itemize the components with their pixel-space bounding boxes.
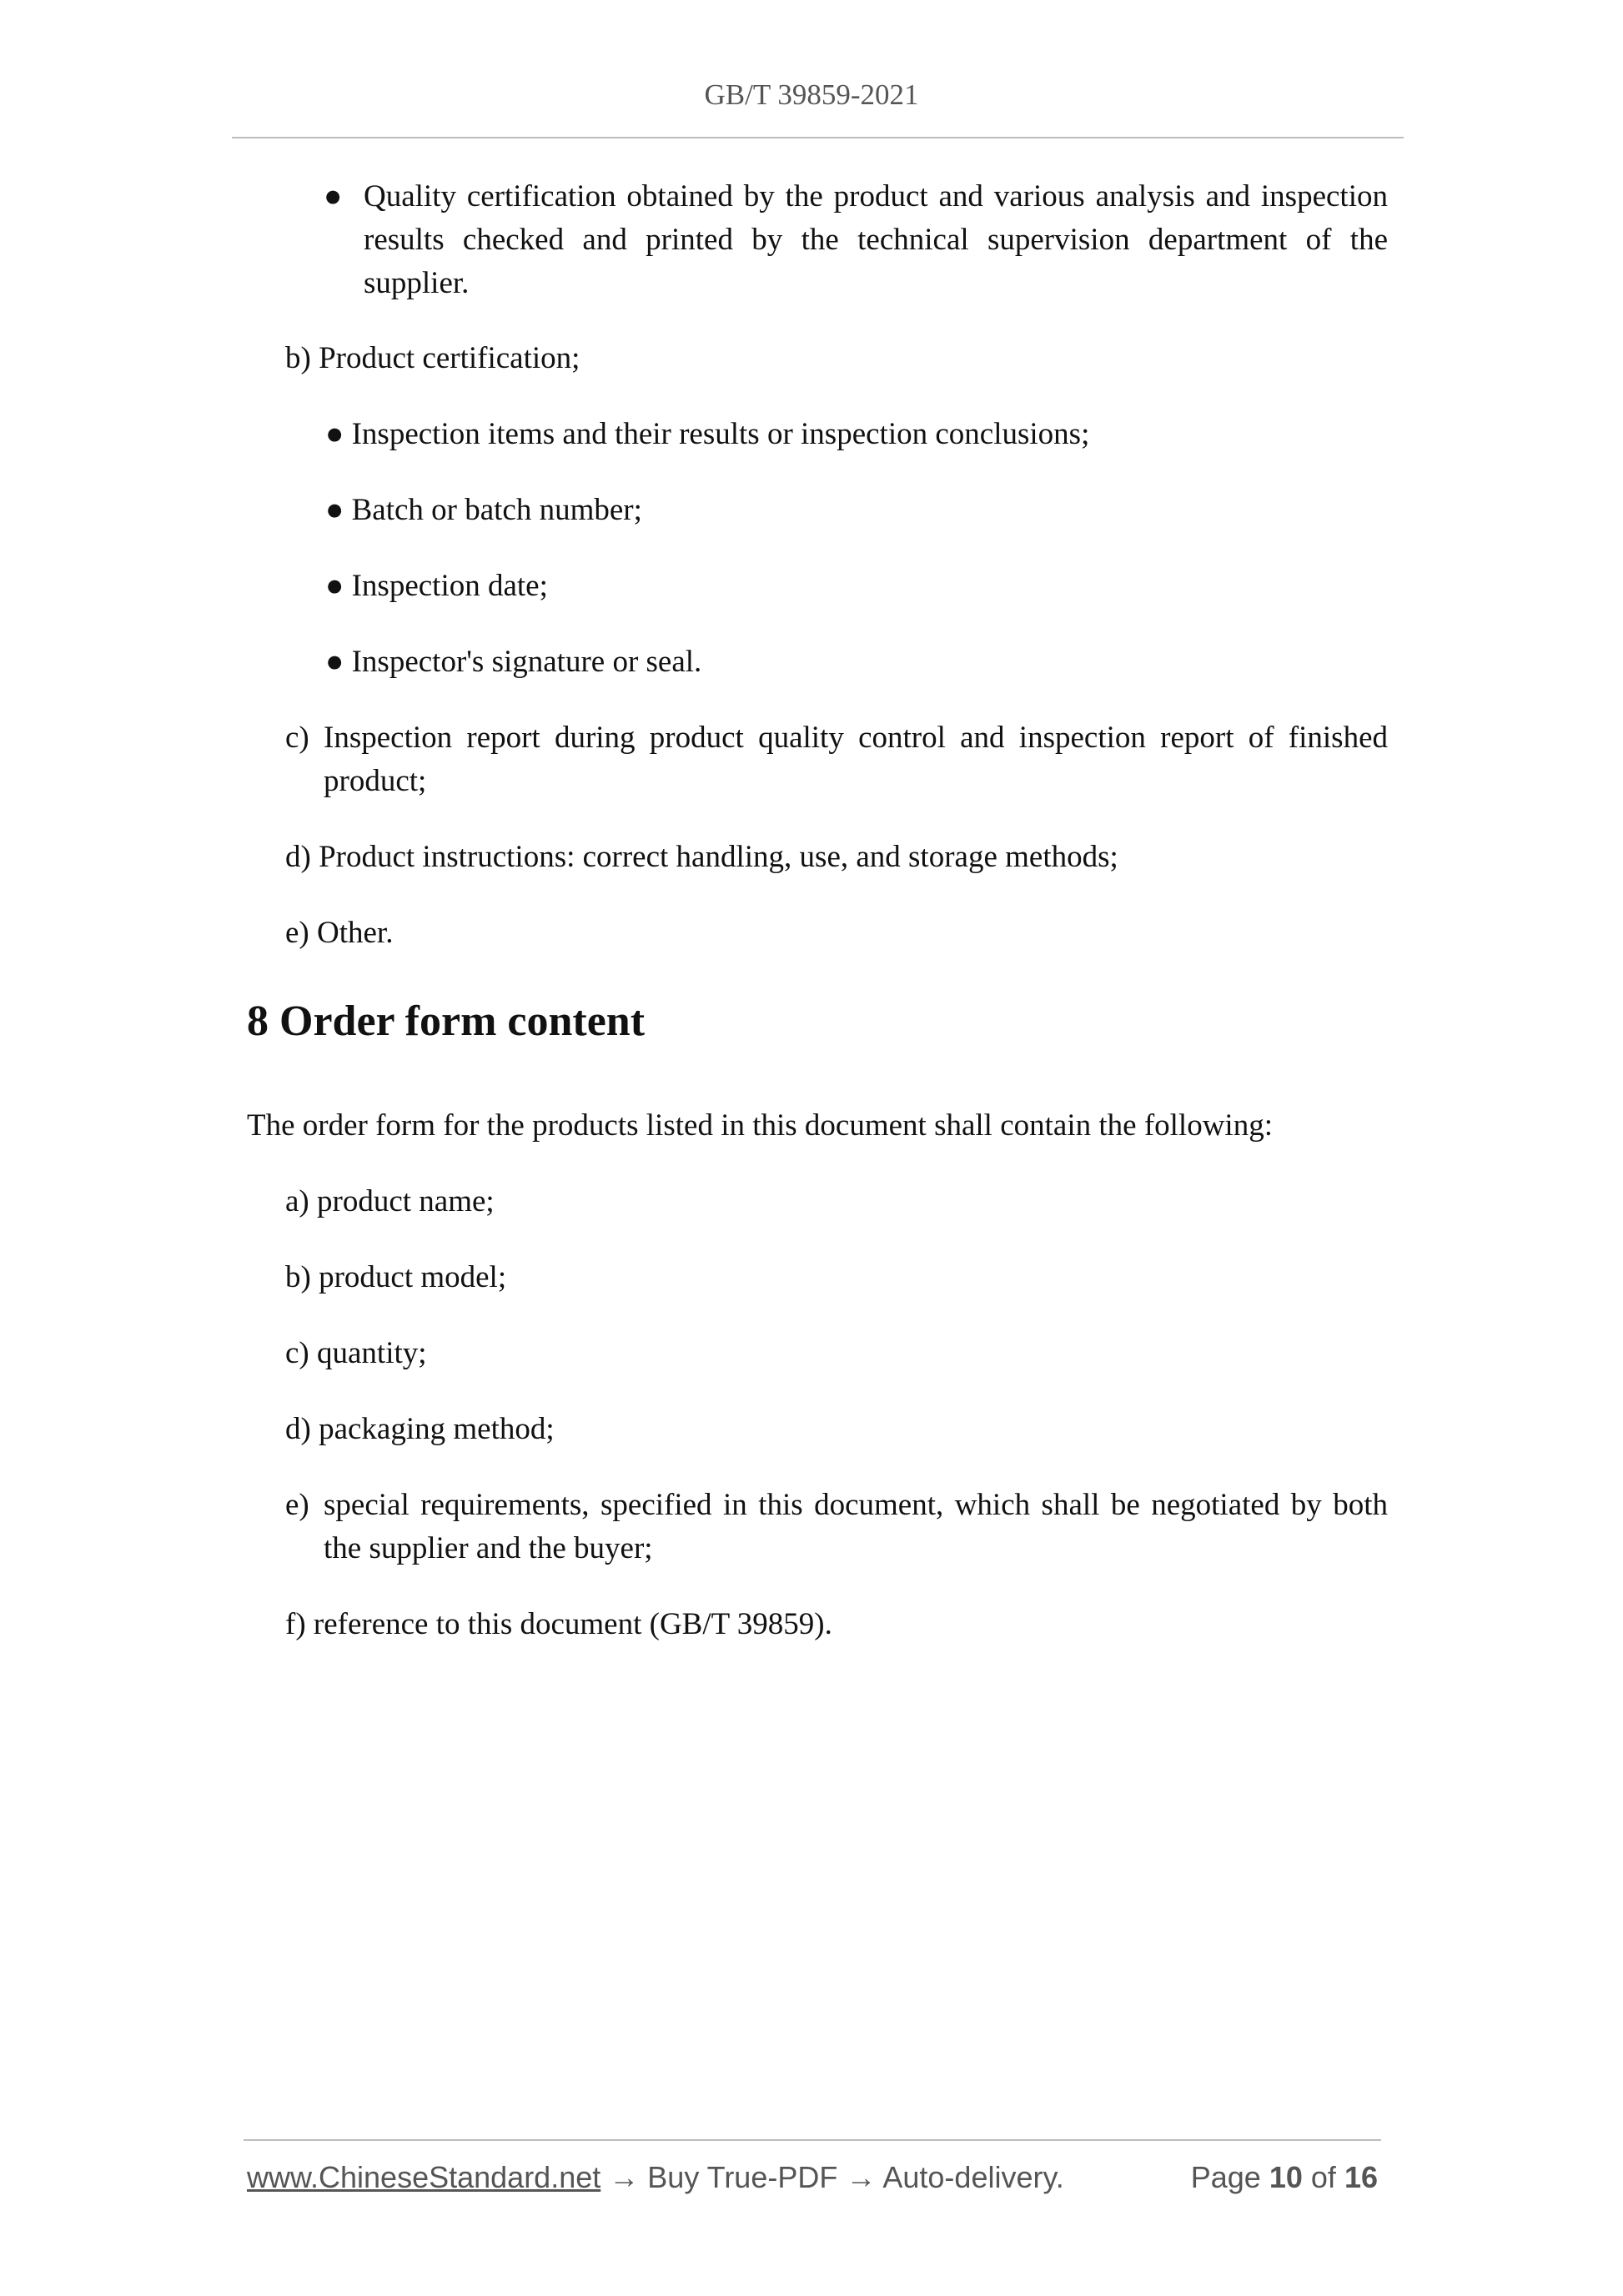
list-item-d [285, 836, 1118, 879]
order-item-d [285, 1408, 555, 1451]
list-text: special requirements, specified in this document, which shall be negotiated by both the supplier and the buyer; [324, 1488, 1388, 1565]
list-text: reference to this document (GB/T 39859). [313, 1607, 832, 1641]
of-word: of [1310, 2160, 1336, 2194]
section-intro: The order form for the products listed in this document shall contain the following: [247, 1108, 1273, 1143]
sub-bullet-inspector-signature: ● Inspector's signature or seal. [325, 645, 702, 679]
list-text: product name; [317, 1184, 495, 1218]
list-text: quantity; [317, 1336, 427, 1370]
sub-bullet-inspection-date: ● Inspection date; [325, 569, 548, 603]
list-label: b) [285, 1260, 311, 1294]
list-label: c) [285, 1336, 309, 1370]
list-label: f) [285, 1607, 306, 1641]
sub-bullet-batch-number: ● Batch or batch number; [325, 493, 642, 527]
bullet-marker: ● [324, 179, 343, 214]
order-item-e [285, 1484, 1388, 1570]
list-label: c) [285, 721, 309, 755]
list-label: d) [285, 840, 311, 874]
list-label: e) [285, 916, 309, 950]
list-text: packaging method; [319, 1412, 555, 1446]
page-number: 10 [1269, 2160, 1303, 2194]
arrow-right-icon: → [846, 2160, 877, 2194]
total-pages: 16 [1344, 2160, 1378, 2194]
list-item-b [285, 337, 580, 380]
footer-rule [244, 2139, 1381, 2141]
list-label: d) [285, 1412, 311, 1446]
page-word: Page [1190, 2160, 1261, 2194]
list-text: Product instructions: correct handling, use, and storage methods; [319, 840, 1118, 874]
order-item-a [285, 1180, 495, 1223]
list-text: Product certification; [319, 341, 580, 375]
page-header: GB/T 39859-2021 [704, 78, 919, 111]
site-link[interactable]: www.ChineseStandard.net [247, 2160, 601, 2194]
order-item-f [285, 1603, 832, 1646]
bullet-text: Quality certification obtained by the product and various analysis and inspection results checked and printed by the technical supervision department of the supplier. [364, 179, 1388, 300]
arrow-right-icon: → [609, 2160, 640, 2194]
footer-promo [247, 2160, 1064, 2195]
order-item-b [285, 1256, 506, 1299]
list-item-e [285, 912, 393, 955]
page-footer [247, 2160, 1378, 2202]
list-label: a) [285, 1184, 309, 1218]
list-text: Other. [317, 916, 394, 950]
list-item-c [285, 716, 1388, 803]
order-item-c [285, 1332, 427, 1375]
list-label: b) [285, 341, 311, 375]
section-heading: 8 Order form content [247, 997, 646, 1045]
list-text: Inspection report during product quality control and inspection report of finished product; [324, 721, 1388, 798]
page-counter [1191, 2160, 1378, 2195]
quality-certification-bullet [324, 175, 1388, 305]
sub-bullet-inspection-items: ● Inspection items and their results or inspection conclusions; [325, 417, 1090, 451]
delivery-text: Auto-delivery. [882, 2160, 1064, 2194]
list-label: e) [285, 1488, 309, 1522]
buy-text: Buy True-PDF [647, 2160, 838, 2194]
list-text: product model; [319, 1260, 507, 1294]
header-rule [232, 137, 1404, 138]
